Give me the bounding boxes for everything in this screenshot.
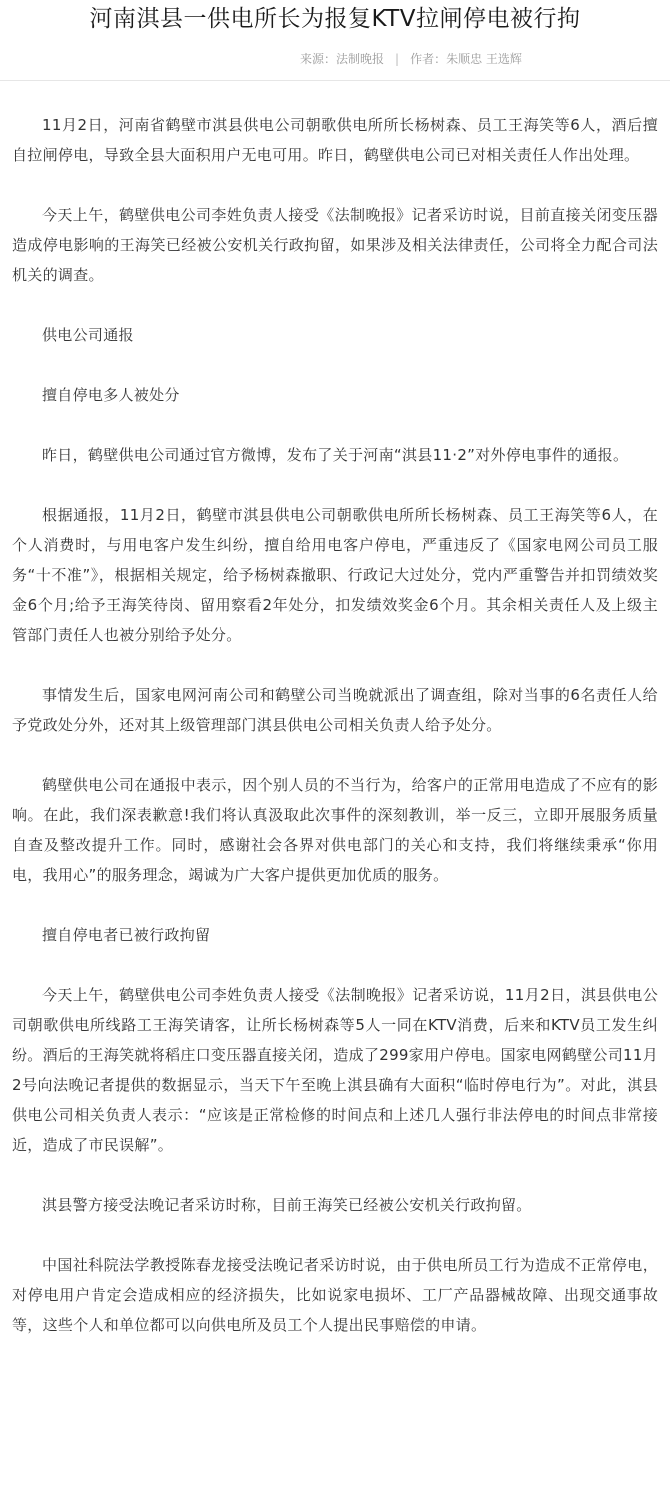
article-paragraph: 中国社科院法学教授陈春龙接受法晚记者采访时说，由于供电所员工行为造成不正常停电，对停电用户肯定会造成相应的经济损失，比如说家电损坏、工厂产品器械故障、出现交通事故等，这些个人和单位都可以向供电所及员工个人提出民事赔偿的申请。 bbox=[12, 1256, 658, 1334]
meta-separator: | bbox=[395, 52, 400, 66]
article-paragraph: 今天上午，鹤壁供电公司李姓负责人接受《法制晚报》记者采访说，11月2日，淇县供电公司朝歌供电所线路工王海笑请客，让所长杨树森等5人一同在KTV消费，后来和KTV员工发生纠纷。酒后的王海笑就将稻庄口变压器直接关闭，造成了299家用户停电。国家电网鹤壁公司11月2号向法晚记者提供的数据显示，当天下午至晚上淇县确有大面积“临时停电行为”。对此，淇县供电公司相关负责人表示：“应该是正常检修的时间点和上述几人强行非法停电的时间点非常接近，造成了市民误解”。 bbox=[12, 986, 658, 1154]
section-heading: 供电公司通报 bbox=[42, 326, 134, 344]
article-paragraph: 11月2日，河南省鹤壁市淇县供电公司朝歌供电所所长杨树森、员工王海笑等6人，酒后擅自拉闸停电，导致全县大面积用户无电可用。昨日，鹤壁供电公司已对相关责任人作出处理。 bbox=[12, 116, 658, 164]
article-meta-bar bbox=[0, 40, 670, 81]
section-subheading: 擅自停电多人被处分 bbox=[42, 386, 180, 404]
section-subheading: 擅自停电者已被行政拘留 bbox=[42, 926, 211, 944]
article-paragraph: 今天上午，鹤壁供电公司李姓负责人接受《法制晚报》记者采访时说，目前直接关闭变压器造成停电影响的王海笑已经被公安机关行政拘留，如果涉及相关法律责任，公司将全力配合司法机关的调查。 bbox=[12, 206, 658, 284]
article-body bbox=[12, 110, 658, 1370]
article-author: 作者：朱顺忠 王选辉 bbox=[410, 52, 522, 66]
article-paragraph: 淇县警方接受法晚记者采访时称，目前王海笑已经被公安机关行政拘留。 bbox=[42, 1196, 532, 1214]
article-paragraph: 事情发生后，国家电网河南公司和鹤壁公司当晚就派出了调查组，除对当事的6名责任人给予党政处分外，还对其上级管理部门淇县供电公司相关负责人给予处分。 bbox=[12, 686, 658, 734]
article-meta bbox=[300, 49, 522, 69]
article-source: 来源：法制晚报 bbox=[300, 52, 385, 66]
article-title: 河南淇县一供电所长为报复KTV拉闸停电被行拘 bbox=[89, 6, 581, 32]
article-paragraph: 鹤壁供电公司在通报中表示，因个别人员的不当行为，给客户的正常用电造成了不应有的影响。在此，我们深表歉意!我们将认真汲取此次事件的深刻教训，举一反三，立即开展服务质量自查及整改提升工作。同时，感谢社会各界对供电部门的关心和支持，我们将继续秉承“你用电，我用心”的服务理念，竭诚为广大客户提供更加优质的服务。 bbox=[12, 776, 658, 884]
article-paragraph: 昨日，鹤壁供电公司通过官方微博，发布了关于河南“淇县11·2”对外停电事件的通报。 bbox=[42, 446, 629, 464]
article-paragraph: 根据通报，11月2日，鹤壁市淇县供电公司朝歌供电所所长杨树森、员工王海笑等6人，在个人消费时，与用电客户发生纠纷，擅自给用电客户停电，严重违反了《国家电网公司员工服务“十不准”》，根据相关规定，给予杨树森撤职、行政记大过处分，党内严重警告并扣罚绩效奖金6个月;给予王海笑待岗、留用察看2年处分，扣发绩效奖金6个月。其余相关责任人及上级主管部门责任人也被分别给予处分。 bbox=[12, 506, 658, 644]
